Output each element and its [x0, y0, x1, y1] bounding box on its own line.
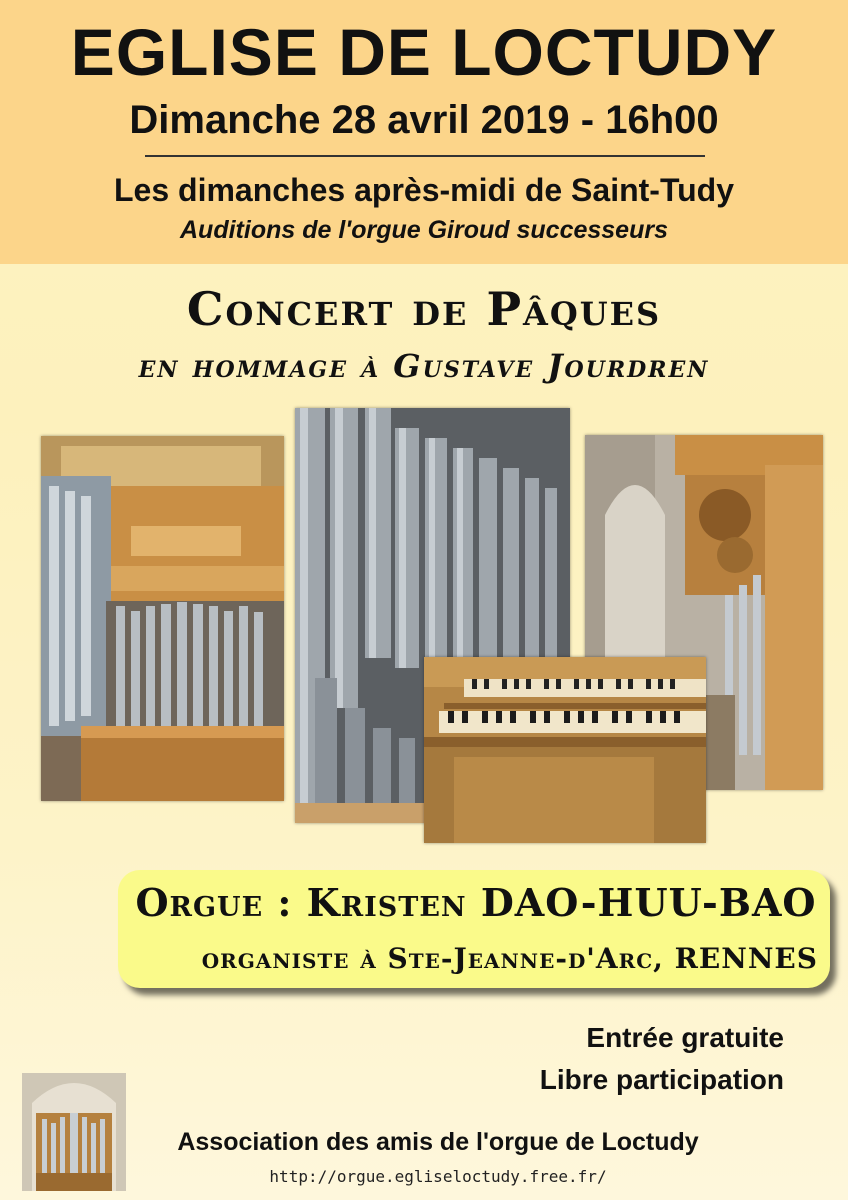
- concert-title: Concert de Pâques: [186, 282, 662, 336]
- organist-banner: [118, 870, 830, 988]
- participation-text: Libre participation: [539, 1064, 784, 1095]
- event-date: Dimanche 28 avril 2019 - 16h00: [129, 98, 719, 142]
- association-name: Association des amis de l'orgue de Loctudy: [177, 1128, 699, 1156]
- concert-subtitle: en hommage à Gustave Jourdren: [138, 347, 710, 385]
- organ-thumbnail: [22, 1073, 126, 1191]
- auditions-subtitle: Auditions de l'orgue Giroud successeurs: [180, 216, 668, 244]
- free-entry-text: Entrée gratuite: [586, 1022, 784, 1053]
- series-title: Les dimanches après-midi de Saint-Tudy: [114, 172, 734, 208]
- organist-name: Orgue : Kristen DAO-HUU-BAO: [135, 880, 817, 925]
- church-title: EGLISE DE LOCTUDY: [70, 15, 778, 89]
- divider-line: [145, 155, 705, 157]
- organ-console-photo: [424, 657, 706, 843]
- header-band: [0, 0, 848, 264]
- website-link[interactable]: http://orgue.egliseloctudy.free.fr/: [269, 1167, 607, 1186]
- organist-role: organiste à Ste-Jeanne-d'Arc, RENNES: [201, 942, 818, 975]
- organ-case-photo: [41, 436, 284, 801]
